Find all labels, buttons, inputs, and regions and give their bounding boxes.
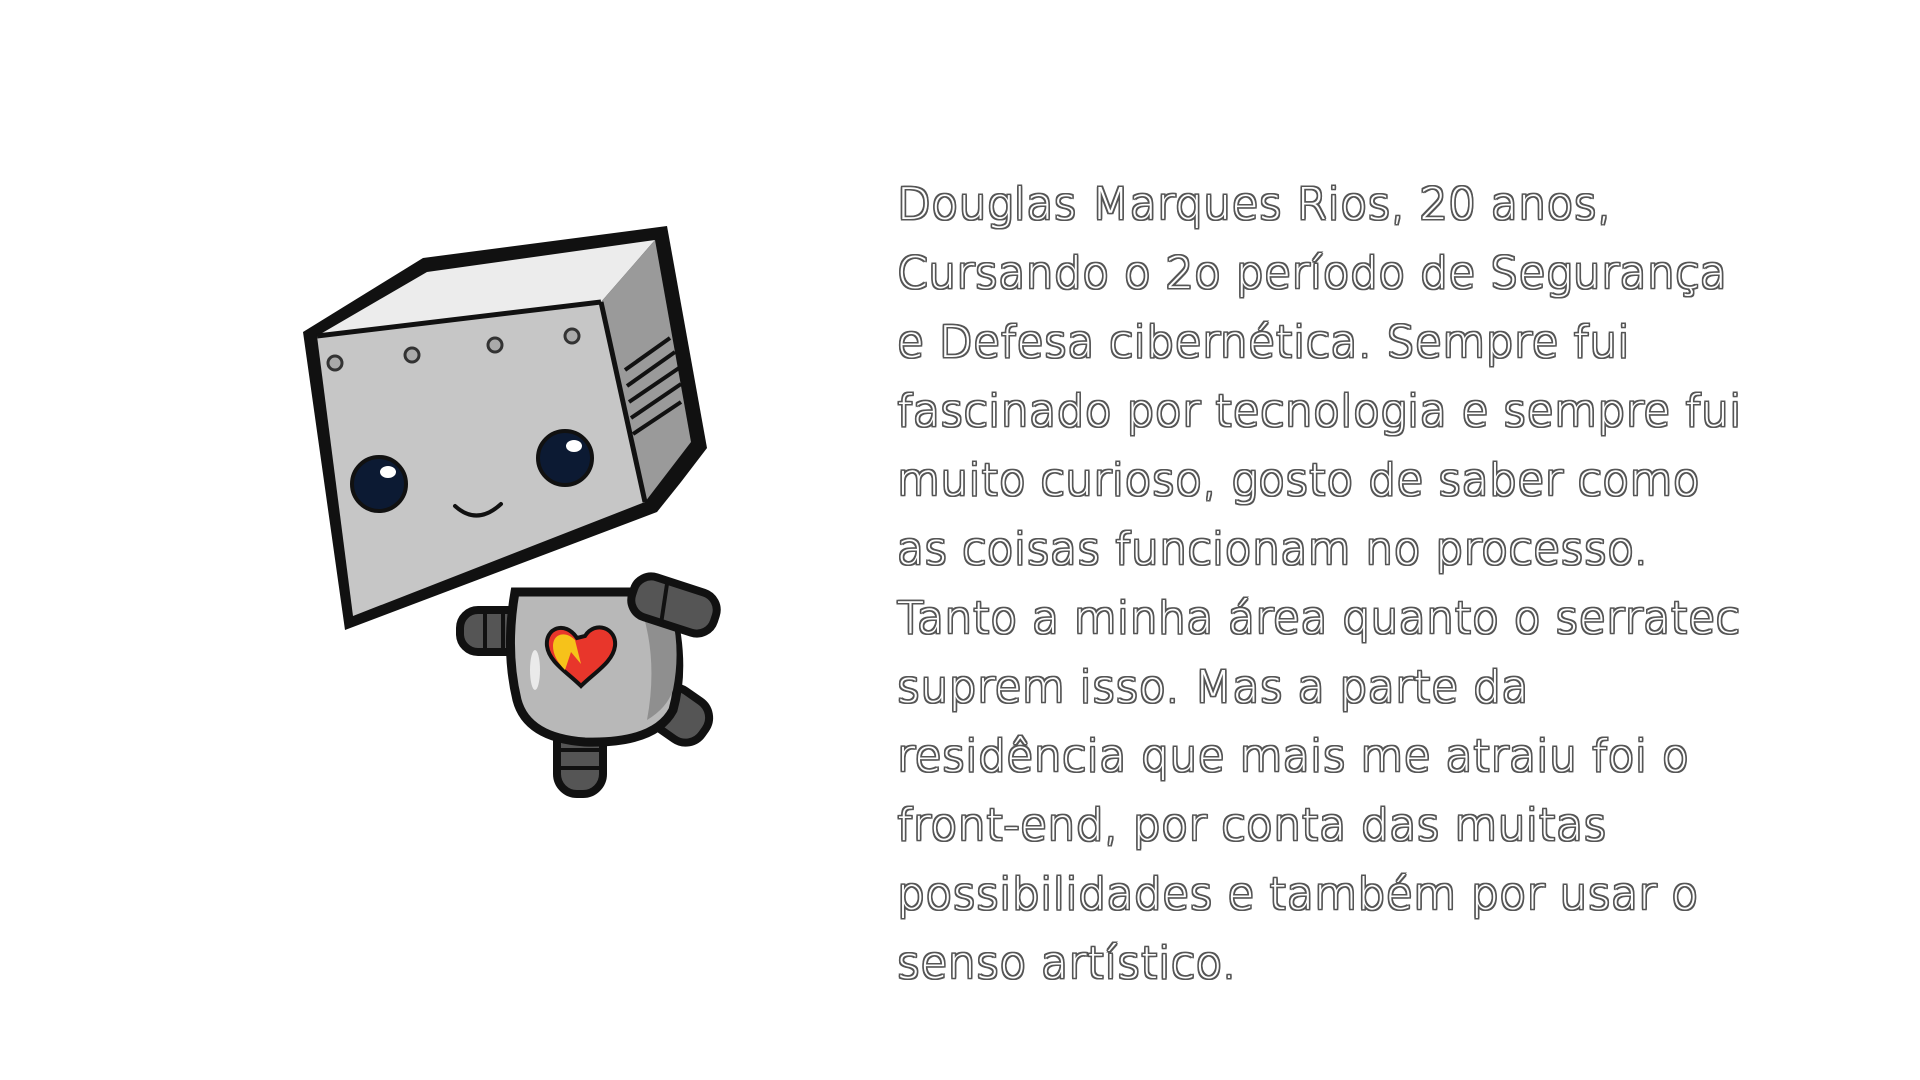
rivet bbox=[405, 348, 419, 362]
rivet bbox=[488, 338, 502, 352]
rivet bbox=[565, 329, 579, 343]
bio-text: Douglas Marques Rios, 20 anos, Cursando o 2o período de Segurança e Defesa cibernética. Sempre fui fascinado por tecnologia e sempre fui muito curioso, gosto de saber como as coisas funcionam no processo. Tanto a minha área quanto o serratec suprem isso. Mas a parte da residência que mais me atraiu foi o front-end, por conta das muitas possibilidades e também por usar o senso artístico. bbox=[897, 179, 1742, 989]
robot-head bbox=[303, 226, 707, 630]
robot-illustration bbox=[295, 220, 735, 800]
robot-right-eye bbox=[538, 431, 592, 485]
robot-left-eye bbox=[352, 457, 406, 511]
rivet bbox=[328, 356, 342, 370]
